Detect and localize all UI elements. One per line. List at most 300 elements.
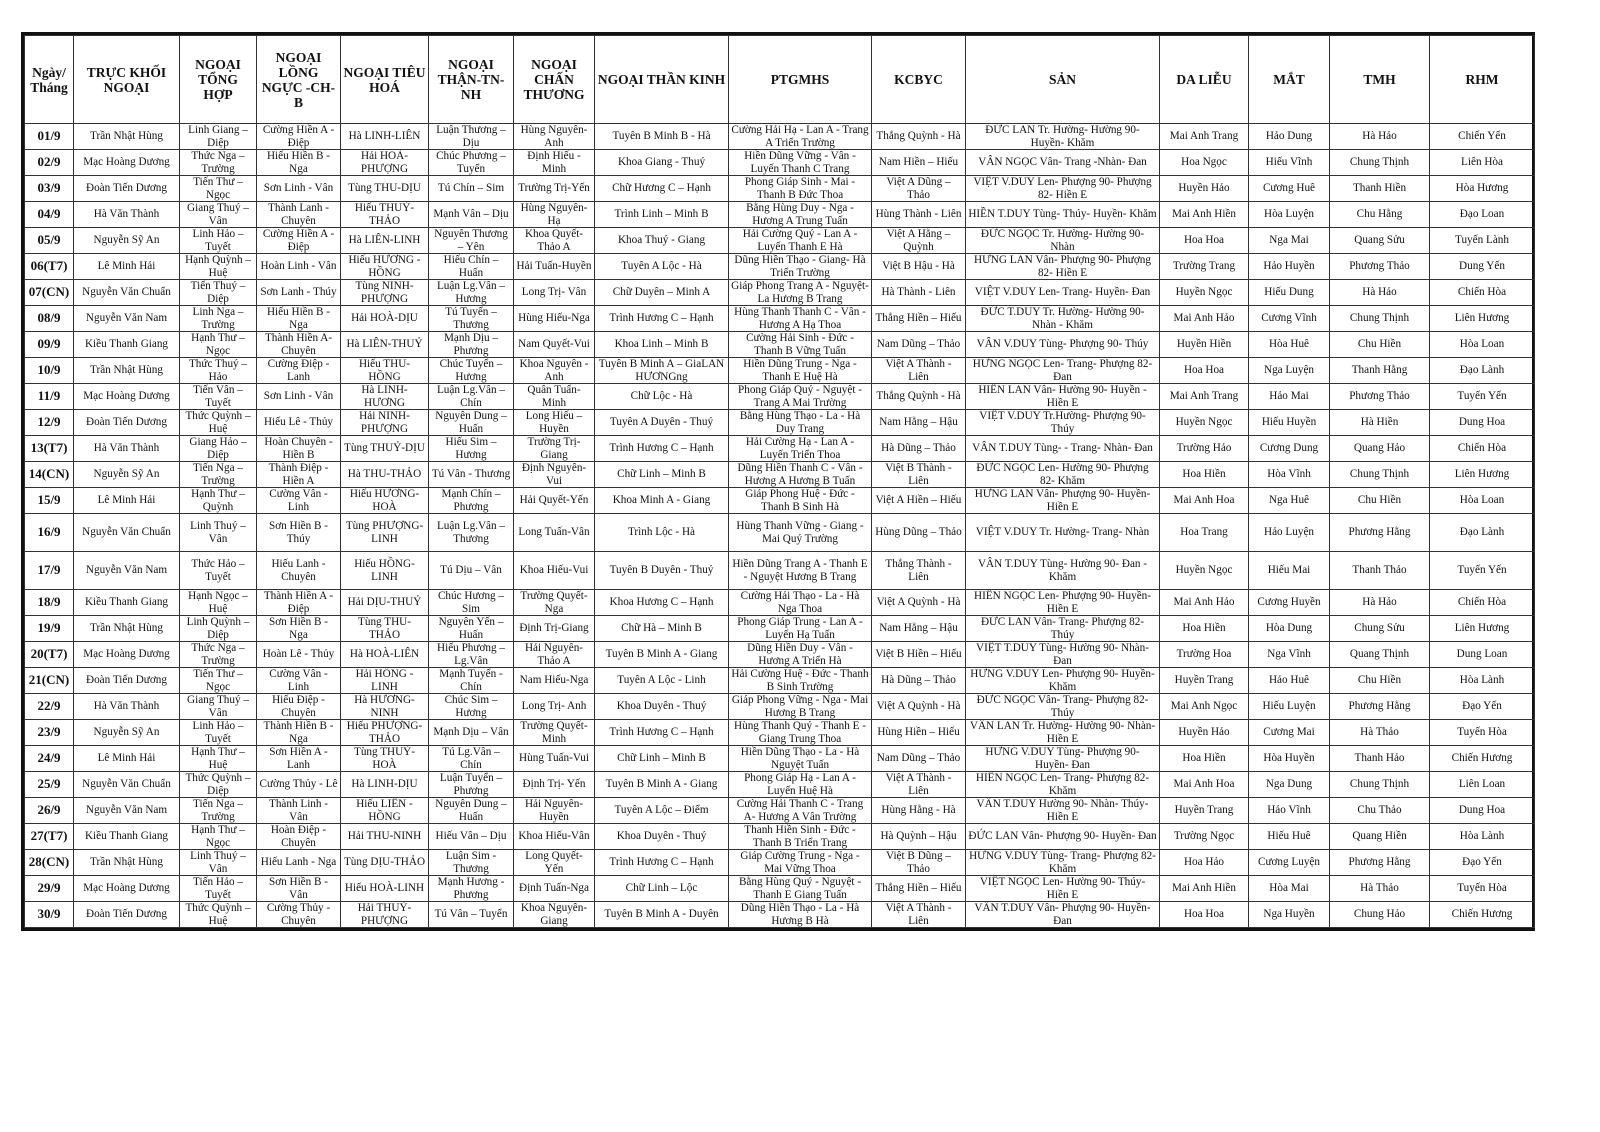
cell-dermatology: Huyền Trang xyxy=(1160,798,1249,824)
cell-obstetrics: ĐỨC NGỌC Vân- Trang- Phượng 82- Thúy xyxy=(966,694,1160,720)
table-row xyxy=(25,228,1535,254)
cell-ophthalmology: Cương Mai xyxy=(1249,720,1330,746)
cell-neurosurgery: Tuyên B Duyên - Thuý xyxy=(595,552,729,590)
column-header-obstetrics: SẢN xyxy=(966,36,1160,124)
cell-trauma-surgery: Hùng Nguyên-Hạ xyxy=(514,202,595,228)
cell-obstetrics: VÂN LAN Tr. Hường- Hường 90- Nhàn- Hiền E xyxy=(966,720,1160,746)
cell-trauma-surgery: Định Nguyên-Vui xyxy=(514,462,595,488)
cell-dermatology: Huyền Hảo xyxy=(1160,720,1249,746)
cell-thoracic-surgery: Hoàn Chuyên - Hiền B xyxy=(257,436,341,462)
table-row xyxy=(25,202,1535,228)
cell-digestive-surgery: Hải HỒNG - LINH xyxy=(341,668,429,694)
cell-dental: Chiến Hương xyxy=(1430,902,1535,928)
cell-urology-surgery: Luận Thương – Dịu xyxy=(429,124,514,150)
cell-trauma-surgery: Long Hiếu – Huyền xyxy=(514,410,595,436)
cell-ent: Chung Hảo xyxy=(1330,902,1430,928)
cell-dental: Liên Hương xyxy=(1430,616,1535,642)
cell-digestive-surgery: Hà LINH-LIÊN xyxy=(341,124,429,150)
cell-neurosurgery: Tuyên B Minh A - Giang xyxy=(595,642,729,668)
cell-surgery-duty: Mạc Hoàng Dương xyxy=(74,642,180,668)
table-row xyxy=(25,902,1535,928)
cell-general-surgery: Hạnh Quỳnh – Huệ xyxy=(180,254,257,280)
cell-thoracic-surgery: Sơn Hiền B - Thúy xyxy=(257,514,341,552)
cell-digestive-surgery: Hải DỊU-THUỶ xyxy=(341,590,429,616)
cell-general-surgery: Hạnh Thư – Ngọc xyxy=(180,332,257,358)
cell-surgery-duty: Nguyễn Văn Nam xyxy=(74,552,180,590)
cell-ent: Quang Thịnh xyxy=(1330,642,1430,668)
cell-obstetrics: VIỆT V.DUY Len- Trang- Huyền- Đan xyxy=(966,280,1160,306)
cell-neurosurgery: Trình Hương C – Hạnh xyxy=(595,306,729,332)
cell-thoracic-surgery: Hoàn Lê - Thủy xyxy=(257,642,341,668)
cell-thoracic-surgery: Thành Hiền A - Điệp xyxy=(257,590,341,616)
table-row xyxy=(25,124,1535,150)
cell-digestive-surgery: Hiếu THU-HỒNG xyxy=(341,358,429,384)
cell-ent: Thanh Thảo xyxy=(1330,552,1430,590)
cell-thoracic-surgery: Thành Điệp - Hiền A xyxy=(257,462,341,488)
cell-surgery-duty: Hà Văn Thành xyxy=(74,436,180,462)
cell-general-surgery: Hạnh Thư – Ngọc xyxy=(180,824,257,850)
cell-trauma-surgery: Long Trị- Anh xyxy=(514,694,595,720)
cell-urology-surgery: Chúc Phương – Tuyển xyxy=(429,150,514,176)
cell-thoracic-surgery: Hiếu Lanh - Chuyên xyxy=(257,552,341,590)
cell-general-surgery: Tiến Vân – Tuyết xyxy=(180,384,257,410)
column-header-ophthalmology: MẮT xyxy=(1249,36,1330,124)
cell-ent: Phương Thảo xyxy=(1330,254,1430,280)
cell-date: 05/9 xyxy=(25,228,74,254)
cell-ophthalmology: Nga Mai xyxy=(1249,228,1330,254)
table-row xyxy=(25,798,1535,824)
cell-dermatology: Hoa Hiền xyxy=(1160,462,1249,488)
cell-dermatology: Huyền Trang xyxy=(1160,668,1249,694)
cell-anesthesia: Bằng Hùng Quý - Nguyệt - Thanh E Giang Tuấn xyxy=(729,876,872,902)
cell-digestive-surgery: Hiếu LIÊN - HỒNG xyxy=(341,798,429,824)
cell-ent: Chung Sửu xyxy=(1330,616,1430,642)
cell-surgery-duty: Nguyễn Sỹ An xyxy=(74,228,180,254)
cell-kcbyc: Nam Dũng – Thảo xyxy=(872,332,966,358)
cell-obstetrics: VÂN T.DUY Tùng- Hường 90- Đan - Khăm xyxy=(966,552,1160,590)
cell-surgery-duty: Trần Nhật Hùng xyxy=(74,616,180,642)
cell-urology-surgery: Chúc Tuyển – Hương xyxy=(429,358,514,384)
cell-dental: Liên Hòa xyxy=(1430,150,1535,176)
cell-kcbyc: Việt A Thành - Liên xyxy=(872,902,966,928)
cell-kcbyc: Việt A Dũng – Thảo xyxy=(872,176,966,202)
cell-neurosurgery: Trình Hương C – Hạnh xyxy=(595,720,729,746)
cell-general-surgery: Linh Giang – Diệp xyxy=(180,124,257,150)
cell-ophthalmology: Hảo Mai xyxy=(1249,384,1330,410)
cell-dermatology: Mai Anh Hoa xyxy=(1160,488,1249,514)
cell-dermatology: Mai Anh Trang xyxy=(1160,124,1249,150)
cell-thoracic-surgery: Sơn Linh - Vân xyxy=(257,176,341,202)
cell-urology-surgery: Tú Dịu – Vân xyxy=(429,552,514,590)
cell-surgery-duty: Lê Minh Hải xyxy=(74,488,180,514)
cell-neurosurgery: Tuyên A Lộc – Điểm xyxy=(595,798,729,824)
cell-general-surgery: Tiến Hảo – Tuyết xyxy=(180,876,257,902)
table-row xyxy=(25,462,1535,488)
column-header-dermatology: DA LIỄU xyxy=(1160,36,1249,124)
cell-thoracic-surgery: Cường Vân - Linh xyxy=(257,668,341,694)
cell-general-surgery: Hạnh Thư – Huệ xyxy=(180,746,257,772)
cell-kcbyc: Việt B Hiền – Hiếu xyxy=(872,642,966,668)
cell-thoracic-surgery: Sơn Hiền B - Nga xyxy=(257,616,341,642)
cell-ophthalmology: Hiếu Vĩnh xyxy=(1249,150,1330,176)
cell-trauma-surgery: Khoa Nguyên - Anh xyxy=(514,358,595,384)
cell-obstetrics: VIỆT V.DUY Tr. Hường- Trang- Nhàn xyxy=(966,514,1160,552)
cell-thoracic-surgery: Hoàn Linh - Vân xyxy=(257,254,341,280)
cell-surgery-duty: Nguyễn Sỹ An xyxy=(74,462,180,488)
column-header-thoracic-surgery: NGOẠI LỒNG NGỰC -CH-B xyxy=(257,36,341,124)
cell-digestive-surgery: Tùng DỊU-THẢO xyxy=(341,850,429,876)
cell-obstetrics: HƯNG LAN Vân- Phượng 90- Phượng 82- Hiền E xyxy=(966,254,1160,280)
cell-ent: Quang Hiền xyxy=(1330,824,1430,850)
cell-urology-surgery: Hiếu Sim – Hương xyxy=(429,436,514,462)
cell-surgery-duty: Nguyễn Văn Nam xyxy=(74,306,180,332)
cell-dermatology: Huyền Hảo xyxy=(1160,176,1249,202)
cell-surgery-duty: Trần Nhật Hùng xyxy=(74,358,180,384)
cell-anesthesia: Dũng Hiền Thạo - Giang- Hà Triển Trường xyxy=(729,254,872,280)
table-row xyxy=(25,514,1535,552)
cell-general-surgery: Thức Nga – Trường xyxy=(180,150,257,176)
cell-ophthalmology: Cương Vĩnh xyxy=(1249,306,1330,332)
cell-urology-surgery: Chúc Hương – Sim xyxy=(429,590,514,616)
cell-thoracic-surgery: Cường Thủy - Chuyên xyxy=(257,902,341,928)
cell-anesthesia: Phong Giáp Trung - Lan A - Luyến Hạ Tuấn xyxy=(729,616,872,642)
cell-general-surgery: Linh Thuý – Vân xyxy=(180,850,257,876)
cell-surgery-duty: Kiều Thanh Giang xyxy=(74,824,180,850)
cell-dental: Dung Loan xyxy=(1430,642,1535,668)
cell-dental: Hòa Loan xyxy=(1430,488,1535,514)
cell-general-surgery: Linh Nga – Trường xyxy=(180,306,257,332)
cell-digestive-surgery: Hà LINH-DỊU xyxy=(341,772,429,798)
cell-urology-surgery: Hiếu Chín – Huấn xyxy=(429,254,514,280)
cell-dental: Hòa Loan xyxy=(1430,332,1535,358)
cell-urology-surgery: Mạnh Vân – Dịu xyxy=(429,202,514,228)
cell-dental: Chiến Hòa xyxy=(1430,436,1535,462)
cell-dermatology: Mai Anh Hoa xyxy=(1160,772,1249,798)
cell-surgery-duty: Trần Nhật Hùng xyxy=(74,124,180,150)
cell-neurosurgery: Chữ Hà – Minh B xyxy=(595,616,729,642)
cell-neurosurgery: Khoa Hương C – Hạnh xyxy=(595,590,729,616)
cell-ent: Chu Hằng xyxy=(1330,202,1430,228)
cell-anesthesia: Giáp Cường Trung - Nga - Mai Vững Thoa xyxy=(729,850,872,876)
cell-anesthesia: Hải Cường Hạ - Lan A - Luyến Triển Thoa xyxy=(729,436,872,462)
cell-kcbyc: Hà Dũng – Thảo xyxy=(872,436,966,462)
column-header-trauma-surgery: NGOẠI CHẤN THƯƠNG xyxy=(514,36,595,124)
cell-kcbyc: Hùng Thành - Liên xyxy=(872,202,966,228)
cell-ent: Hà Thảo xyxy=(1330,876,1430,902)
duty-roster-sheet xyxy=(21,32,1535,931)
cell-dermatology: Trường Ngọc xyxy=(1160,824,1249,850)
cell-general-surgery: Tiến Thư – Ngọc xyxy=(180,176,257,202)
cell-general-surgery: Thức Nga – Trường xyxy=(180,642,257,668)
cell-neurosurgery: Tuyên B Minh A – GiaLAN HƯƠNGng xyxy=(595,358,729,384)
cell-surgery-duty: Lê Minh Hải xyxy=(74,254,180,280)
cell-trauma-surgery: Trường Quyết-Nga xyxy=(514,590,595,616)
cell-urology-surgery: Mạnh Chín – Phương xyxy=(429,488,514,514)
cell-thoracic-surgery: Cường Hiền A - Điệp xyxy=(257,124,341,150)
cell-general-surgery: Linh Hảo – Tuyết xyxy=(180,720,257,746)
cell-thoracic-surgery: Sơn Hiền A - Lanh xyxy=(257,746,341,772)
cell-dental: Dung Yến xyxy=(1430,254,1535,280)
cell-dental: Liên Hương xyxy=(1430,306,1535,332)
cell-neurosurgery: Chữ Linh – Lộc xyxy=(595,876,729,902)
cell-general-surgery: Hạnh Ngọc – Huệ xyxy=(180,590,257,616)
cell-thoracic-surgery: Thành Linh - Vân xyxy=(257,798,341,824)
cell-dental: Hòa Lành xyxy=(1430,668,1535,694)
cell-trauma-surgery: Định Tuấn-Nga xyxy=(514,876,595,902)
column-header-urology-surgery: NGOẠI THẬN-TN-NH xyxy=(429,36,514,124)
cell-thoracic-surgery: Hiếu Điệp - Chuyên xyxy=(257,694,341,720)
cell-date: 19/9 xyxy=(25,616,74,642)
cell-anesthesia: Cường Hải Hạ - Lan A - Trang A Triển Trường xyxy=(729,124,872,150)
cell-digestive-surgery: Hải NINH-PHƯỢNG xyxy=(341,410,429,436)
cell-ophthalmology: Nga Huyền xyxy=(1249,902,1330,928)
cell-ophthalmology: Cương Huyền xyxy=(1249,590,1330,616)
cell-ent: Thanh Hằng xyxy=(1330,358,1430,384)
cell-dental: Dung Hoa xyxy=(1430,410,1535,436)
cell-trauma-surgery: Khoa Nguyên-Giang xyxy=(514,902,595,928)
cell-digestive-surgery: Tùng PHƯỢNG-LINH xyxy=(341,514,429,552)
cell-urology-surgery: Nguyên Dung – Huấn xyxy=(429,798,514,824)
cell-anesthesia: Thanh Hiền Sinh - Đức - Thanh B Triển Trang xyxy=(729,824,872,850)
table-row xyxy=(25,552,1535,590)
cell-trauma-surgery: Khoa Hiếu-Vui xyxy=(514,552,595,590)
column-header-anesthesia: PTGMHS xyxy=(729,36,872,124)
cell-digestive-surgery: Hiếu HƯƠNG-HOÀ xyxy=(341,488,429,514)
cell-trauma-surgery: Khoa Quyết-Thảo A xyxy=(514,228,595,254)
cell-neurosurgery: Khoa Duyên - Thuý xyxy=(595,824,729,850)
cell-trauma-surgery: Trường Quyết-Minh xyxy=(514,720,595,746)
cell-date: 02/9 xyxy=(25,150,74,176)
cell-general-surgery: Linh Hảo – Tuyết xyxy=(180,228,257,254)
cell-trauma-surgery: Định Trị-Giang xyxy=(514,616,595,642)
cell-ophthalmology: Nga Dung xyxy=(1249,772,1330,798)
cell-obstetrics: HƯNG V.DUY Len- Phượng 90- Huyền- Khăm xyxy=(966,668,1160,694)
cell-ent: Chung Thịnh xyxy=(1330,150,1430,176)
cell-thoracic-surgery: Sơn Lanh - Thúy xyxy=(257,280,341,306)
cell-trauma-surgery: Khoa Hiếu-Vân xyxy=(514,824,595,850)
cell-date: 30/9 xyxy=(25,902,74,928)
cell-kcbyc: Hùng Hiền – Hiếu xyxy=(872,720,966,746)
cell-dermatology: Mai Anh Hảo xyxy=(1160,590,1249,616)
cell-date: 06(T7) xyxy=(25,254,74,280)
cell-trauma-surgery: Định Hiếu - Minh xyxy=(514,150,595,176)
cell-ophthalmology: Hòa Vĩnh xyxy=(1249,462,1330,488)
cell-trauma-surgery: Quân Tuấn-Minh xyxy=(514,384,595,410)
cell-trauma-surgery: Hải Nguyên-Thảo A xyxy=(514,642,595,668)
cell-ent: Hà Hiền xyxy=(1330,410,1430,436)
duty-roster-table xyxy=(24,35,1535,928)
cell-trauma-surgery: Long Trị- Vân xyxy=(514,280,595,306)
cell-ophthalmology: Hiếu Dung xyxy=(1249,280,1330,306)
column-header-kcbyc: KCBYC xyxy=(872,36,966,124)
cell-anesthesia: Hải Cường Quý - Lan A - Luyến Thanh E Hà xyxy=(729,228,872,254)
cell-ent: Thanh Hảo xyxy=(1330,746,1430,772)
table-row xyxy=(25,436,1535,462)
cell-digestive-surgery: Tùng THU-THẢO xyxy=(341,616,429,642)
cell-trauma-surgery: Hải Nguyên-Huyền xyxy=(514,798,595,824)
cell-kcbyc: Việt B Hậu - Hà xyxy=(872,254,966,280)
cell-digestive-surgery: Hiếu PHƯỢNG-THẢO xyxy=(341,720,429,746)
cell-dental: Liên Loan xyxy=(1430,772,1535,798)
cell-dental: Chiến Hòa xyxy=(1430,590,1535,616)
cell-trauma-surgery: Hùng Tuấn-Vui xyxy=(514,746,595,772)
cell-digestive-surgery: Hà HOÀ-LIÊN xyxy=(341,642,429,668)
cell-neurosurgery: Chữ Hương C – Hạnh xyxy=(595,176,729,202)
cell-obstetrics: HƯNG LAN Vân- Phượng 90- Huyền- Hiền E xyxy=(966,488,1160,514)
cell-kcbyc: Việt A Quỳnh - Hà xyxy=(872,590,966,616)
cell-date: 25/9 xyxy=(25,772,74,798)
cell-date: 14(CN) xyxy=(25,462,74,488)
table-row xyxy=(25,150,1535,176)
cell-ophthalmology: Hảo Vĩnh xyxy=(1249,798,1330,824)
cell-date: 09/9 xyxy=(25,332,74,358)
cell-ophthalmology: Nga Luyện xyxy=(1249,358,1330,384)
cell-anesthesia: Dũng Hiền Thạo - La - Hà Hương B Hà xyxy=(729,902,872,928)
cell-obstetrics: HƯNG V.DUY Tùng- Trang- Phượng 82- Khăm xyxy=(966,850,1160,876)
table-row xyxy=(25,358,1535,384)
cell-dermatology: Mai Anh Hiền xyxy=(1160,876,1249,902)
cell-dental: Đạo Lành xyxy=(1430,358,1535,384)
cell-digestive-surgery: Hà LIÊN-LINH xyxy=(341,228,429,254)
cell-date: 16/9 xyxy=(25,514,74,552)
cell-ent: Chung Thịnh xyxy=(1330,462,1430,488)
cell-trauma-surgery: Nam Hiếu-Nga xyxy=(514,668,595,694)
cell-thoracic-surgery: Cường Điệp - Lanh xyxy=(257,358,341,384)
cell-dental: Đạo Yến xyxy=(1430,850,1535,876)
cell-dermatology: Hoa Hoa xyxy=(1160,902,1249,928)
table-row xyxy=(25,176,1535,202)
cell-digestive-surgery: Tùng THUỶ-HOÀ xyxy=(341,746,429,772)
cell-neurosurgery: Tuyên B Minh A - Duyên xyxy=(595,902,729,928)
cell-obstetrics: VIỆT V.DUY Tr.Hường- Phượng 90- Thúy xyxy=(966,410,1160,436)
cell-date: 23/9 xyxy=(25,720,74,746)
cell-thoracic-surgery: Hoàn Điệp - Chuyên xyxy=(257,824,341,850)
cell-surgery-duty: Trần Nhật Hùng xyxy=(74,850,180,876)
cell-kcbyc: Việt A Quỳnh - Hà xyxy=(872,694,966,720)
cell-ent: Chu Hiền xyxy=(1330,488,1430,514)
cell-anesthesia: Cường Hải Thạo - La - Hà Nga Thoa xyxy=(729,590,872,616)
cell-dental: Đạo Yến xyxy=(1430,694,1535,720)
column-header-date: Ngày/ Tháng xyxy=(25,36,74,124)
cell-general-surgery: Tiến Nga – Trường xyxy=(180,798,257,824)
cell-general-surgery: Linh Quỳnh – Diệp xyxy=(180,616,257,642)
table-row xyxy=(25,824,1535,850)
cell-anesthesia: Dũng Hiền Thanh C - Vân - Hương A Hương B Tuấn xyxy=(729,462,872,488)
cell-obstetrics: VÂN V.DUY Tùng- Phượng 90- Thúy xyxy=(966,332,1160,358)
cell-date: 24/9 xyxy=(25,746,74,772)
cell-urology-surgery: Tú Vân – Tuyển xyxy=(429,902,514,928)
cell-obstetrics: HIỀN LAN Vân- Hường 90- Huyền - Hiền E xyxy=(966,384,1160,410)
cell-digestive-surgery: Hải HOÀ-PHƯỢNG xyxy=(341,150,429,176)
cell-kcbyc: Hà Dũng – Thảo xyxy=(872,668,966,694)
cell-ophthalmology: Hiếu Huyền xyxy=(1249,410,1330,436)
cell-thoracic-surgery: Thành Lanh - Chuyên xyxy=(257,202,341,228)
cell-neurosurgery: Tuyên A Lộc - Hà xyxy=(595,254,729,280)
cell-general-surgery: Tiến Nga – Trường xyxy=(180,462,257,488)
cell-kcbyc: Thắng Hiền – Hiếu xyxy=(872,306,966,332)
table-row xyxy=(25,254,1535,280)
table-row xyxy=(25,616,1535,642)
cell-anesthesia: Phong Giáp Sinh - Mai - Thanh B Đức Thoa xyxy=(729,176,872,202)
cell-digestive-surgery: Hải HOÀ-DỊU xyxy=(341,306,429,332)
cell-trauma-surgery: Nam Quyết-Vui xyxy=(514,332,595,358)
table-row xyxy=(25,280,1535,306)
table-row xyxy=(25,850,1535,876)
cell-urology-surgery: Tú Tuyển – Thương xyxy=(429,306,514,332)
cell-ophthalmology: Hảo Dung xyxy=(1249,124,1330,150)
cell-date: 10/9 xyxy=(25,358,74,384)
cell-neurosurgery: Chữ Linh – Minh B xyxy=(595,746,729,772)
cell-obstetrics: ĐỨC LAN Vân- Phượng 90- Huyền- Đan xyxy=(966,824,1160,850)
cell-dental: Chiến Hòa xyxy=(1430,280,1535,306)
cell-dermatology: Hoa Hiền xyxy=(1160,616,1249,642)
cell-ophthalmology: Nga Huê xyxy=(1249,488,1330,514)
cell-dental: Chiến Hương xyxy=(1430,746,1535,772)
cell-urology-surgery: Luận Lg.Vân – Chín xyxy=(429,384,514,410)
cell-ophthalmology: Nga Vĩnh xyxy=(1249,642,1330,668)
cell-obstetrics: VÂN NGỌC Vân- Trang -Nhàn- Đan xyxy=(966,150,1160,176)
cell-dental: Hòa Hương xyxy=(1430,176,1535,202)
cell-general-surgery: Hạnh Thư – Quỳnh xyxy=(180,488,257,514)
cell-general-surgery: Giang Thuý – Vân xyxy=(180,694,257,720)
cell-neurosurgery: Khoa Thuý - Giang xyxy=(595,228,729,254)
cell-ent: Chu Hiền xyxy=(1330,332,1430,358)
cell-dermatology: Mai Anh Hảo xyxy=(1160,306,1249,332)
cell-date: 07(CN) xyxy=(25,280,74,306)
cell-urology-surgery: Nguyên Dung – Huấn xyxy=(429,410,514,436)
cell-ent: Phương Hằng xyxy=(1330,694,1430,720)
cell-dermatology: Hoa Hoa xyxy=(1160,358,1249,384)
cell-dental: Tuyến Hòa xyxy=(1430,720,1535,746)
cell-general-surgery: Giang Thuý – Vân xyxy=(180,202,257,228)
cell-obstetrics: VIỆT NGỌC Len- Hường 90- Thúy- Hiền E xyxy=(966,876,1160,902)
cell-kcbyc: Thắng Quỳnh - Hà xyxy=(872,124,966,150)
cell-ent: Phương Hằng xyxy=(1330,850,1430,876)
cell-general-surgery: Thức Hảo – Tuyết xyxy=(180,552,257,590)
cell-anesthesia: Giáp Phong Huệ - Đức - Thanh B Sinh Hà xyxy=(729,488,872,514)
cell-urology-surgery: Nguyên Yến – Huấn xyxy=(429,616,514,642)
cell-surgery-duty: Hà Văn Thành xyxy=(74,694,180,720)
cell-obstetrics: HƯNG V.DUY Tùng- Phượng 90- Huyền- Đan xyxy=(966,746,1160,772)
table-row xyxy=(25,642,1535,668)
table-row xyxy=(25,876,1535,902)
cell-kcbyc: Hùng Hằng - Hà xyxy=(872,798,966,824)
cell-digestive-surgery: Hiếu HƯƠNG - HỒNG xyxy=(341,254,429,280)
cell-surgery-duty: Đoàn Tiến Dương xyxy=(74,902,180,928)
cell-surgery-duty: Nguyễn Văn Chuẩn xyxy=(74,514,180,552)
cell-kcbyc: Nam Hiền – Hiếu xyxy=(872,150,966,176)
cell-surgery-duty: Lê Minh Hải xyxy=(74,746,180,772)
cell-digestive-surgery: Hiếu HỒNG-LINH xyxy=(341,552,429,590)
cell-trauma-surgery: Định Trị- Yến xyxy=(514,772,595,798)
cell-obstetrics: HIỀN T.DUY Tùng- Thúy- Huyền- Khăm xyxy=(966,202,1160,228)
cell-urology-surgery: Tú Lg.Vân – Chín xyxy=(429,746,514,772)
cell-general-surgery: Giang Hảo – Diệp xyxy=(180,436,257,462)
cell-digestive-surgery: Hà LINH-HƯƠNG xyxy=(341,384,429,410)
cell-anesthesia: Hải Cường Huệ - Đức - Thanh B Sinh Trường xyxy=(729,668,872,694)
cell-ent: Quang Sửu xyxy=(1330,228,1430,254)
cell-kcbyc: Nam Dũng – Thảo xyxy=(872,746,966,772)
column-header-neurosurgery: NGOẠI THẦN KINH xyxy=(595,36,729,124)
cell-neurosurgery: Trình Hương C – Hạnh xyxy=(595,850,729,876)
cell-kcbyc: Nam Hằng – Hậu xyxy=(872,616,966,642)
cell-ent: Phương Hằng xyxy=(1330,514,1430,552)
cell-kcbyc: Hùng Dũng – Thảo xyxy=(872,514,966,552)
cell-dermatology: Huyền Ngọc xyxy=(1160,280,1249,306)
cell-general-surgery: Tiến Thư – Ngọc xyxy=(180,668,257,694)
cell-obstetrics: ĐỨC T.DUY Tr. Hường- Hường 90- Nhàn - Khăm xyxy=(966,306,1160,332)
cell-digestive-surgery: Tùng THU-DỊU xyxy=(341,176,429,202)
